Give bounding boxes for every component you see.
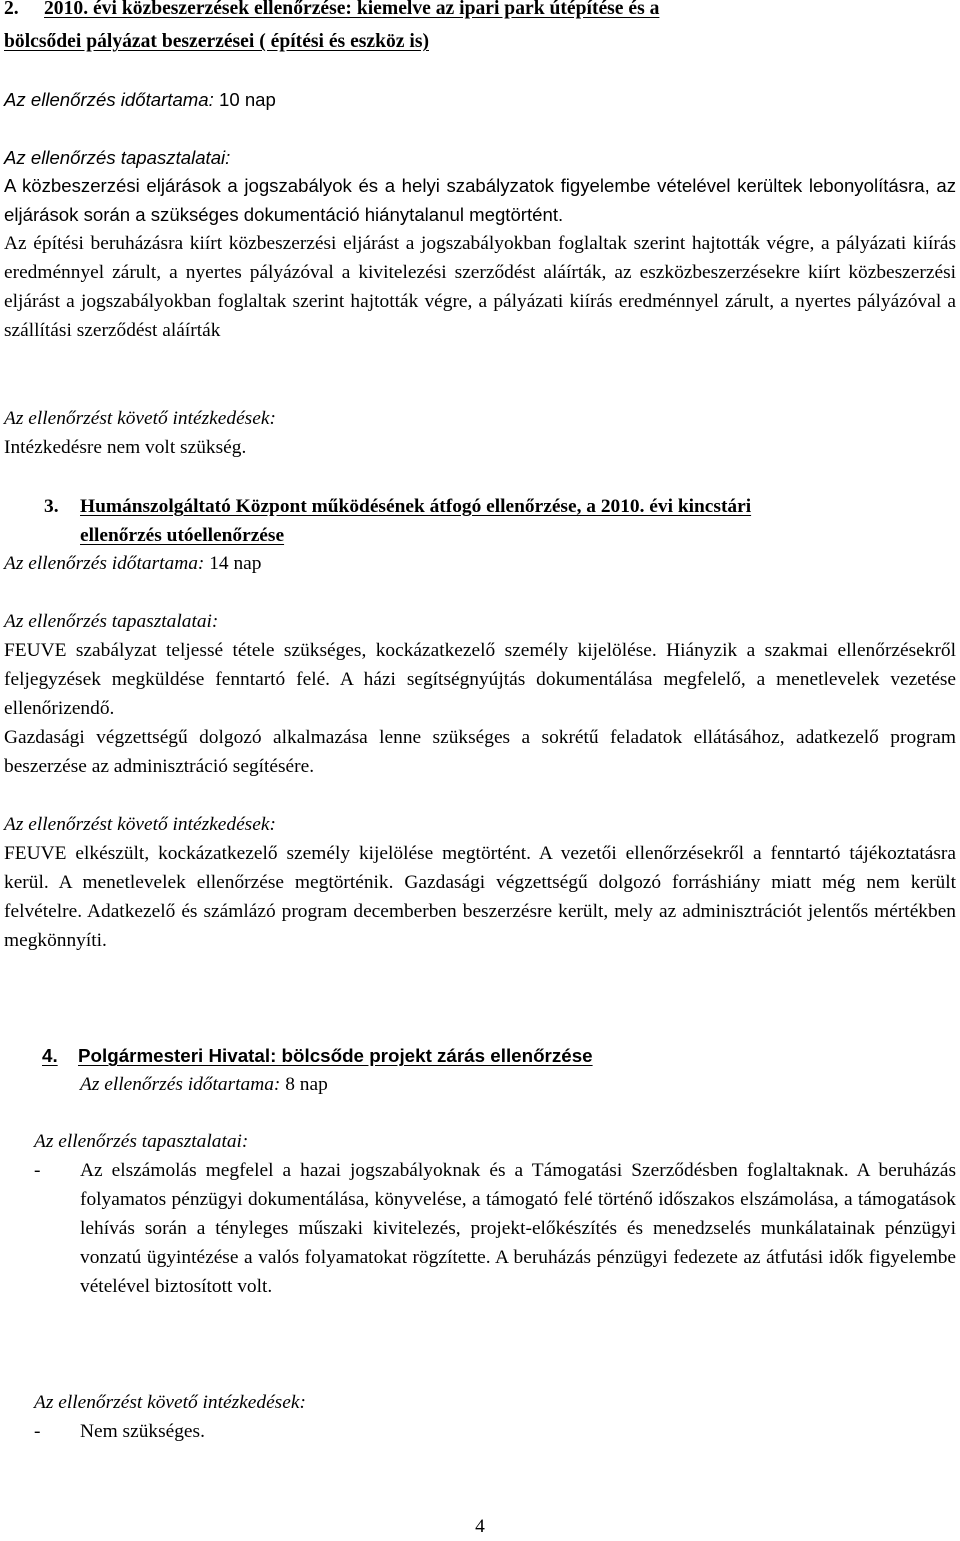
section-2-findings-p1: A közbeszerzési eljárások a jogszabályok és a helyi szabályzatok figyelembe vételével kerültek lebonyolításra, az eljárások során a szükséges dokumentáció hiánytalanul megtörtént. bbox=[4, 175, 956, 225]
section-4-followup-text: Nem szükséges. bbox=[80, 1421, 205, 1442]
section-4-followup-label: Az ellenőrzést követő intézkedések: bbox=[34, 1392, 306, 1413]
section-2-followup-text: Intézkedésre nem volt szükség. bbox=[4, 437, 247, 458]
section-3-duration bbox=[4, 549, 261, 578]
section-4-findings-label: Az ellenőrzés tapasztalatai: bbox=[34, 1131, 249, 1152]
section-2-findings-p2: Az építési beruházásra kiírt közbeszerzési eljárást a jogszabályokban foglaltak szerint hajtották végre, a pályázati kiírás eredménnyel zárult, a nyertes pályázóval a kivitelezési szerződést aláírták, az eszközbeszerzésekre kiírt közbeszerzési eljárást a jogszabályokban foglaltak szerint hajtották végre, a pályázati kiírás eredménnyel zárult, a nyertes pályázóval a szállítási szerződést aláírták bbox=[4, 233, 956, 341]
duration-value: 8 nap bbox=[285, 1074, 328, 1095]
duration-value: 14 nap bbox=[209, 553, 262, 574]
section-3-findings-p2: Gazdasági végzettségű dolgozó alkalmazása lenne szükséges a sokrétű feladatok ellátásához, adatkezelő program beszerzése az adminisztráció segítésére. bbox=[4, 727, 956, 777]
section-3-followup-label: Az ellenőrzést követő intézkedések: bbox=[4, 814, 276, 835]
section-4-title: Polgármesteri Hivatal: bölcsőde projekt zárás ellenőrzése bbox=[78, 1045, 593, 1066]
section-2-heading bbox=[4, 0, 956, 23]
section-2-number: 2. bbox=[4, 0, 19, 19]
duration-value: 10 nap bbox=[218, 89, 276, 110]
section-3-followup-text: FEUVE elkészült, kockázatkezelő személy kijelölése megtörtént. A vezetői ellenőrzésekről a fenntartó tájékoztatásra kerül. A menetlevelek ellenőrzése megtörténik. Gazdasági végzettségű dolgozó forráshiány miatt még nem került felvételre. Adatkezelő és számlázó program decemberben beszerzésre került, mely az adminisztrációt jelentős mértékben megkönnyíti. bbox=[4, 843, 956, 951]
section-2-title-line1: 2010. évi közbeszerzések ellenőrzése: kiemelve az ipari park útépítése és a bbox=[44, 0, 660, 19]
list-dash: - bbox=[34, 1160, 41, 1181]
section-4-findings-list-item bbox=[34, 1156, 956, 1301]
section-3-number: 3. bbox=[44, 496, 59, 517]
section-3-title-line1: Humánszolgáltató Központ működésének átfogó ellenőrzése, a 2010. évi kincstári bbox=[80, 496, 752, 517]
page-number: 4 bbox=[475, 1516, 485, 1537]
list-dash: - bbox=[34, 1421, 41, 1442]
section-3-findings-label: Az ellenőrzés tapasztalatai: bbox=[4, 611, 219, 632]
duration-label: Az ellenőrzés időtartama: bbox=[80, 1074, 281, 1095]
section-4-followup-list-item bbox=[34, 1417, 956, 1446]
duration-label: Az ellenőrzés időtartama: bbox=[4, 89, 214, 110]
section-2-findings-label: Az ellenőrzés tapasztalatai: bbox=[4, 147, 231, 168]
section-4-duration bbox=[80, 1070, 328, 1099]
duration-label: Az ellenőrzés időtartama: bbox=[4, 553, 205, 574]
section-4-number: 4. bbox=[42, 1045, 58, 1066]
section-2-title-line2: bölcsődei pályázat beszerzései ( építési és eszköz is) bbox=[4, 31, 429, 52]
section-4-findings-text: Az elszámolás megfelel a hazai jogszabályoknak és a Támogatási Szerződésben foglaltaknak. A beruházás folyamatos pénzügyi dokumentálása, könyvelése, a támogató felé történő időszakos elszámolása, a támogatások lehívás során a tényleges műszaki kivitelezés, projekt-előkészítés és menedzselés munkálatainak pénzügyi vonzatú ügyintézése a valós folyamatokat rögzítette. A beruházás pénzügyi fedezete az átfutási idők figyelembe vételével biztosított volt. bbox=[80, 1160, 956, 1297]
section-3-title-line2: ellenőrzés utóellenőrzése bbox=[80, 525, 285, 546]
section-2-followup-label: Az ellenőrzést követő intézkedések: bbox=[4, 408, 276, 429]
section-2-duration bbox=[4, 85, 276, 114]
section-3-findings-p1: FEUVE szabályzat teljessé tétele szükséges, kockázatkezelő személy kijelölése. Hiányzik a szakmai ellenőrzésekről feljegyzések megküldése fenntartó felé. A házi segítségnyújtás dokumentálása megfelelő, a menetlevelek vezetése ellenőrizendő. bbox=[4, 640, 956, 719]
